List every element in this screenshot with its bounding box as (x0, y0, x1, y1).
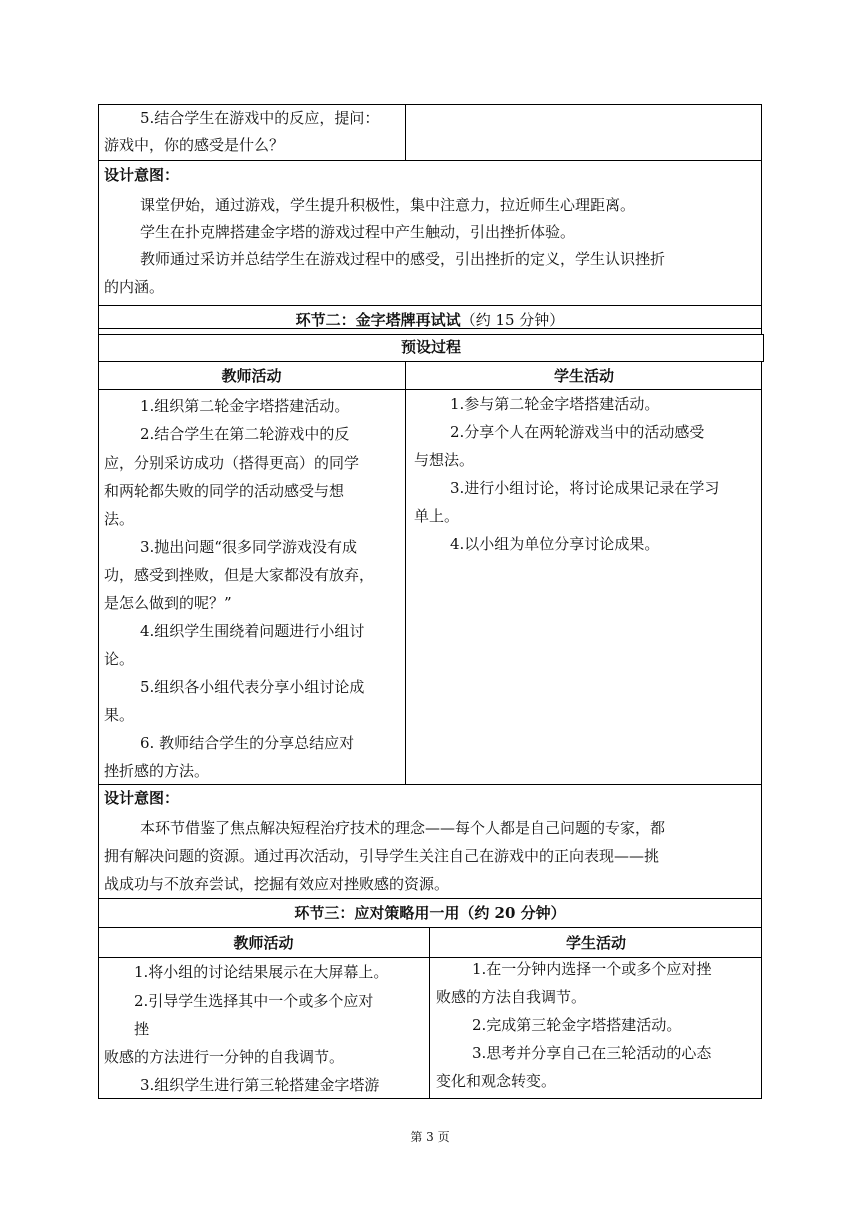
student-activity-line: 单上。 (414, 507, 460, 525)
teacher-activity-line: 挫折感的方法。 (104, 762, 210, 780)
top-teacher-line-1: 5.结合学生在游戏中的反应，提问： (140, 109, 380, 127)
student-activity-line: 变化和观念转变。 (436, 1072, 557, 1090)
student-activity-line: 1.参与第二轮金字塔搭建活动。 (450, 395, 660, 413)
teacher-activity-line: 论。 (104, 650, 135, 668)
design-intent-heading: 设计意图： (104, 789, 180, 807)
section2-title (98, 306, 762, 335)
student-activity-line: 3.进行小组讨论，将讨论成果记录在学习 (450, 479, 720, 497)
teacher-activity-line: 3.组织学生进行第三轮搭建金字塔游 (140, 1076, 380, 1094)
preset-process-label: 预设过程 (400, 338, 461, 356)
teacher-activity-line: 3.抛出问题“很多同学游戏没有成 (140, 538, 357, 556)
teacher-activity-line: 败感的方法进行一分钟的自我调节。 (104, 1048, 345, 1066)
design-intent-line: 的内涵。 (104, 278, 165, 296)
teacher-activity-line: 2.结合学生在第二轮游戏中的反 (140, 425, 350, 443)
section2-time: （约 15 分钟） (460, 311, 565, 329)
teacher-activity-line: 6. 教师结合学生的分享总结应对 (140, 734, 355, 752)
design-intent-line: 学生在扑克牌搭建金字塔的游戏过程中产生触动，引出挫折体验。 (140, 223, 576, 241)
design-intent-line: 课堂伊始，通过游戏，学生提升积极性，集中注意力，拉近师生心理距离。 (140, 196, 636, 214)
student-activity-line: 4.以小组为单位分享讨论成果。 (450, 535, 660, 553)
student-activity-line: 败感的方法自我调节。 (436, 988, 587, 1006)
teacher-activity-line: 2.引导学生选择其中一个或多个应对 (134, 992, 374, 1010)
student-activity-line: 2.完成第三轮金字塔搭建活动。 (472, 1016, 682, 1034)
design-intent-line: 教师通过采访并总结学生在游戏过程中的感受，引出挫折的定义，学生认识挫折 (140, 250, 666, 268)
student-activity-line: 1.在一分钟内选择一个或多个应对挫 (472, 960, 712, 978)
section2-title-text: 环节二：金字塔牌再试试 (295, 311, 461, 329)
teacher-activity-line: 功，感受到挫败，但是大家都没有放弃， (104, 566, 375, 584)
design-intent-line: 本环节借鉴了焦点解决短程治疗技术的理念——每个人都是自己问题的专家，都 (140, 819, 666, 837)
teacher-activity-line: 4.组织学生围绕着问题进行小组讨 (140, 622, 365, 640)
teacher-activity-line: 应，分别采访成功（搭得更高）的同学 (104, 454, 360, 472)
teacher-activity-line: 和两轮都失败的同学的活动感受与想 (104, 482, 345, 500)
student-activity-line: 3.思考并分享自己在三轮活动的心态 (472, 1044, 712, 1062)
top-teacher-line-2: 游戏中，你的感受是什么？ (104, 136, 285, 154)
teacher-activity-header: 教师活动 (221, 367, 282, 385)
student-activity-line: 2.分享个人在两轮游戏当中的活动感受 (450, 423, 705, 441)
teacher-activity-line: 1.将小组的讨论结果展示在大屏幕上。 (134, 963, 389, 981)
teacher-activity-header: 教师活动 (233, 934, 294, 952)
teacher-activity-line: 5.组织各小组代表分享小组讨论成 (140, 678, 365, 696)
page-number: 第 3 页 (410, 1130, 450, 1144)
teacher-activity-line: 是怎么做到的呢？” (104, 594, 232, 612)
teacher-activity-line: 法。 (104, 510, 135, 528)
teacher-activity-line: 1.组织第二轮金字塔搭建活动。 (140, 397, 350, 415)
student-activity-header: 学生活动 (565, 934, 626, 952)
section3-title: 环节三：应对策略用一用（约 20 分钟） (294, 904, 566, 922)
design-intent-line: 战成功与不放弃尝试，挖掘有效应对挫败感的资源。 (104, 875, 450, 893)
design-intent-line: 拥有解决问题的资源。通过再次活动，引导学生关注自己在游戏中的正向表现——挑 (104, 847, 660, 865)
student-activity-header: 学生活动 (553, 367, 614, 385)
design-intent-heading: 设计意图： (104, 166, 180, 184)
teacher-activity-line: 挫 (134, 1020, 150, 1038)
teacher-activity-line: 果。 (104, 706, 135, 724)
student-activity-line: 与想法。 (414, 451, 475, 469)
